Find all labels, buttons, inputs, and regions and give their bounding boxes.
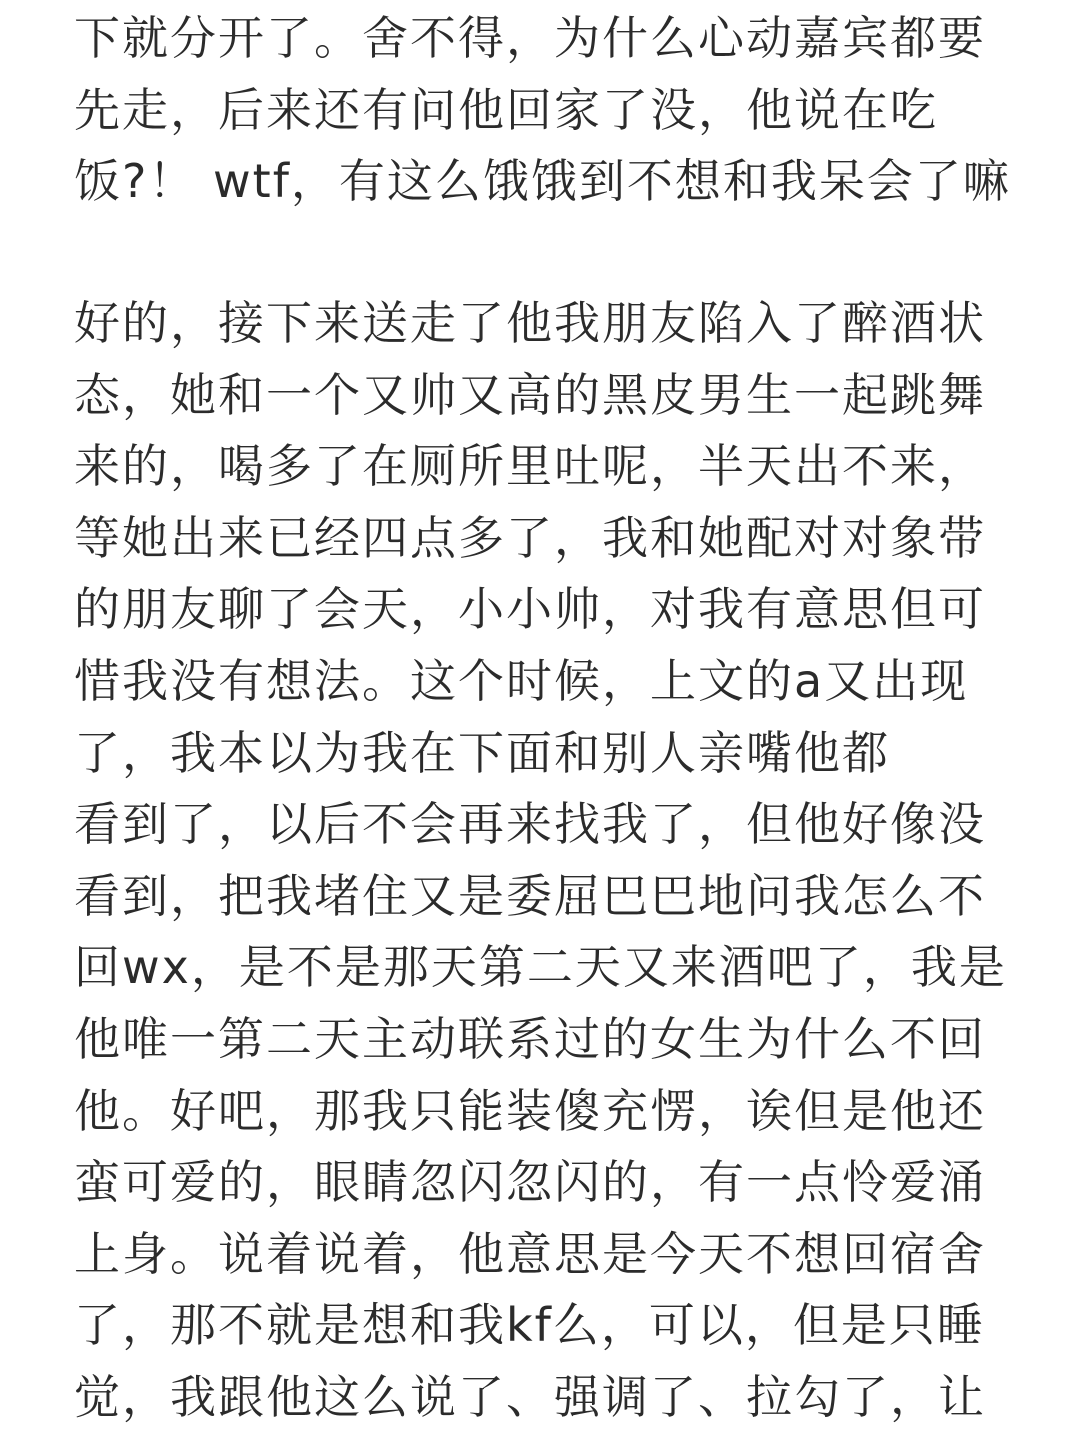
text-line: 态，她和一个又帅又高的黑皮男生一起跳舞 <box>74 367 986 422</box>
text-line: 看到了，以后不会再来找我了，但他好像没 <box>74 797 986 852</box>
text-line: 先走，后来还有问他回家了没，他说在吃 <box>74 82 938 137</box>
text-line: 来的，喝多了在厕所里吐呢，半天出不来， <box>74 439 986 494</box>
text-line: 他唯一第二天主动联系过的女生为什么不回 <box>74 1011 986 1066</box>
text-line: 饭?！ wtf，有这么饿饿到不想和我呆会了嘛 <box>74 154 1011 209</box>
paragraph-2 <box>74 288 1007 1434</box>
text-line: 蛮可爱的，眼睛忽闪忽闪的，有一点怜爱涌 <box>74 1155 986 1210</box>
text-line: 觉，我跟他这么说了、强调了、拉勾了，让 <box>74 1369 986 1424</box>
text-line: 好的，接下来送走了他我朋友陷入了醉酒状 <box>74 296 986 350</box>
text-line: 的朋友聊了会天，小小帅，对我有意思但可 <box>74 582 986 637</box>
text-line: 上身。说着说着，他意思是今天不想回宿舍 <box>74 1226 986 1281</box>
text-line: 了，我本以为我在下面和别人亲嘴他都 <box>74 725 890 780</box>
text-line: 看到，把我堵住又是委屈巴巴地问我怎么不 <box>74 868 986 923</box>
paragraph-1 <box>74 3 1011 218</box>
text-line: 等她出来已经四点多了，我和她配对对象带 <box>74 510 986 565</box>
text-line: 了，那不就是想和我kf么，可以，但是只睡 <box>74 1298 985 1353</box>
text-line: 惜我没有想法。这个时候，上文的a又出现 <box>74 653 969 708</box>
text-line: 他。好吧，那我只能装傻充愣，诶但是他还 <box>74 1083 986 1138</box>
text-line: 下就分开了。舍不得，为什么心动嘉宾都要 <box>74 11 986 65</box>
text-line: 回wx，是不是那天第二天又来酒吧了，我是 <box>74 940 1007 995</box>
